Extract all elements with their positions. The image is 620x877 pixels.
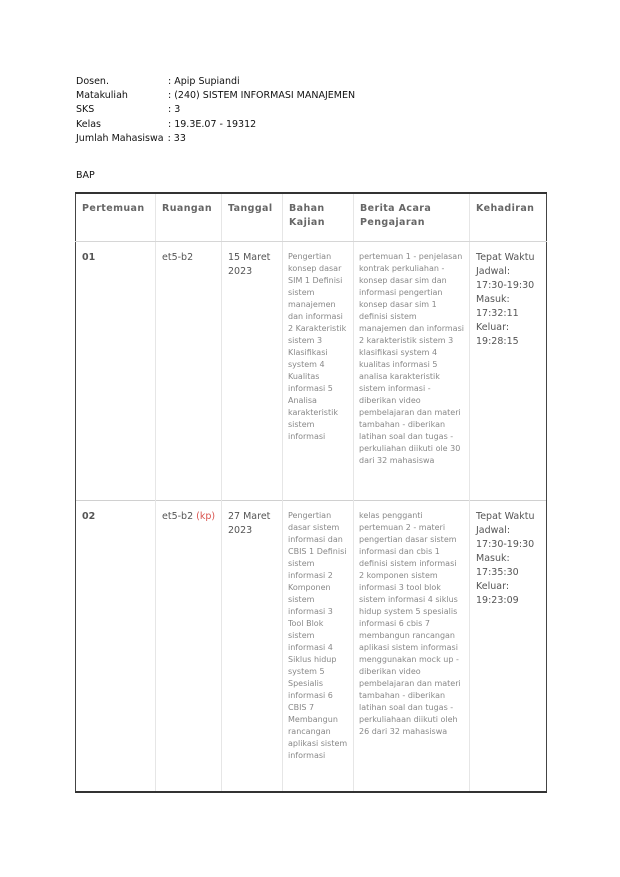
bap-title: BAP bbox=[76, 170, 95, 181]
kehadiran-cell bbox=[470, 242, 547, 501]
masuk-label: Masuk: bbox=[476, 294, 510, 305]
table-header-row bbox=[76, 193, 547, 242]
bahan-kajian-cell: Pengertian dasar sistem informasi dan CBIS 1 Definisi sistem informasi 2 Komponen sistem informasi 3 Tool Blok sistem informasi 4 Siklus hidup system 5 Spesialis informasi 6 CBIS 7 Membangun rancangan aplikasi sistem informasi bbox=[283, 501, 354, 792]
course-info bbox=[76, 75, 355, 146]
matakuliah-label: Matakuliah bbox=[76, 90, 128, 102]
sks-row bbox=[76, 103, 355, 117]
matakuliah-row bbox=[76, 89, 355, 103]
keluar-label: Keluar: bbox=[476, 581, 510, 592]
berita-acara-cell: kelas pengganti pertemuan 2 - materi pengertian dasar sistem informasi dan cbis 1 definisi sistem informasi 2 komponen sistem informasi 3 tool blok sistem informasi 4 siklus hidup system 5 spesialis informasi 6 cbis 7 membangun rancangan aplikasi sistem informasi menggunakan mock up - diberikan video pembelajaran dan materi tambahan - diberikan latihan soal dan tugas - perkuliahaan diikuti oleh 26 dari 32 mahasiswa bbox=[354, 501, 470, 792]
header-berita-acara: Berita Acara Pengajaran bbox=[354, 193, 470, 242]
dosen-label: Dosen. bbox=[76, 76, 109, 87]
attendance-status: Tepat Waktu bbox=[476, 511, 535, 522]
jumlah-label: Jumlah Mahasiswa bbox=[76, 132, 164, 144]
ruangan-note: (kp) bbox=[196, 511, 216, 522]
pertemuan-cell: 01 bbox=[76, 242, 156, 501]
ruangan-cell bbox=[156, 242, 222, 501]
kelas-label: Kelas bbox=[76, 118, 102, 130]
bahan-kajian-cell: Pengertian konsep dasar SIM 1 Definisi sistem manajemen dan informasi 2 Karakteristik sistem 3 Klasifikasi system 4 Kualitas informasi 5 Analisa karakteristik sistem informasi bbox=[283, 242, 354, 501]
dosen-value: : Apip Supiandi bbox=[168, 76, 240, 87]
ruangan-cell bbox=[156, 501, 222, 792]
header-pertemuan: Pertemuan bbox=[76, 193, 156, 242]
masuk-value: 17:35:30 bbox=[476, 567, 519, 578]
ruangan-value: et5-b2 bbox=[162, 252, 194, 263]
tanggal-cell: 15 Maret 2023 bbox=[222, 242, 283, 501]
kehadiran-cell bbox=[470, 501, 547, 792]
header-ruangan: Ruangan bbox=[156, 193, 222, 242]
table-row bbox=[76, 501, 547, 792]
attendance-status: Tepat Waktu bbox=[476, 252, 535, 263]
ruangan-value: et5-b2 bbox=[162, 511, 194, 522]
jadwal-value: 17:30-19:30 bbox=[476, 280, 535, 291]
keluar-value: 19:28:15 bbox=[476, 336, 519, 347]
sks-value: : 3 bbox=[168, 104, 181, 116]
jumlah-row bbox=[76, 132, 355, 146]
keluar-label: Keluar: bbox=[476, 322, 510, 333]
jumlah-value: : 33 bbox=[167, 132, 186, 144]
header-tanggal: Tanggal bbox=[222, 193, 283, 242]
table-row bbox=[76, 242, 547, 501]
berita-acara-cell: pertemuan 1 - penjelasan kontrak perkuliahan - konsep dasar sim dan informasi pengertian konsep dasar sim 1 definisi sistem manajemen dan informasi 2 karakteristik sistem 3 klasifikasi system 4 kualitas informasi 5 analisa karakteristik sistem informasi - diberikan video pembelajaran dan materi tambahan - diberikan latihan soal dan tugas - perkuliahan diikuti ole 30 dari 32 mahasiswa bbox=[354, 242, 470, 501]
kelas-row bbox=[76, 118, 355, 132]
header-bahan-kajian: Bahan Kajian bbox=[283, 193, 354, 242]
header-kehadiran: Kehadiran bbox=[470, 193, 547, 242]
matakuliah-value: : (240) SISTEM INFORMASI MANAJEMEN bbox=[168, 90, 356, 102]
jadwal-label: Jadwal: bbox=[476, 266, 511, 277]
sks-label: SKS bbox=[76, 104, 95, 116]
pertemuan-cell: 02 bbox=[76, 501, 156, 792]
jadwal-value: 17:30-19:30 bbox=[476, 539, 535, 550]
keluar-value: 19:23:09 bbox=[476, 595, 519, 606]
bap-table bbox=[75, 192, 547, 793]
masuk-label: Masuk: bbox=[476, 553, 510, 564]
kelas-value: : 19.3E.07 - 19312 bbox=[168, 118, 257, 130]
tanggal-cell: 27 Maret 2023 bbox=[222, 501, 283, 792]
dosen-row bbox=[76, 75, 355, 89]
jadwal-label: Jadwal: bbox=[476, 525, 511, 536]
masuk-value: 17:32:11 bbox=[476, 308, 519, 319]
